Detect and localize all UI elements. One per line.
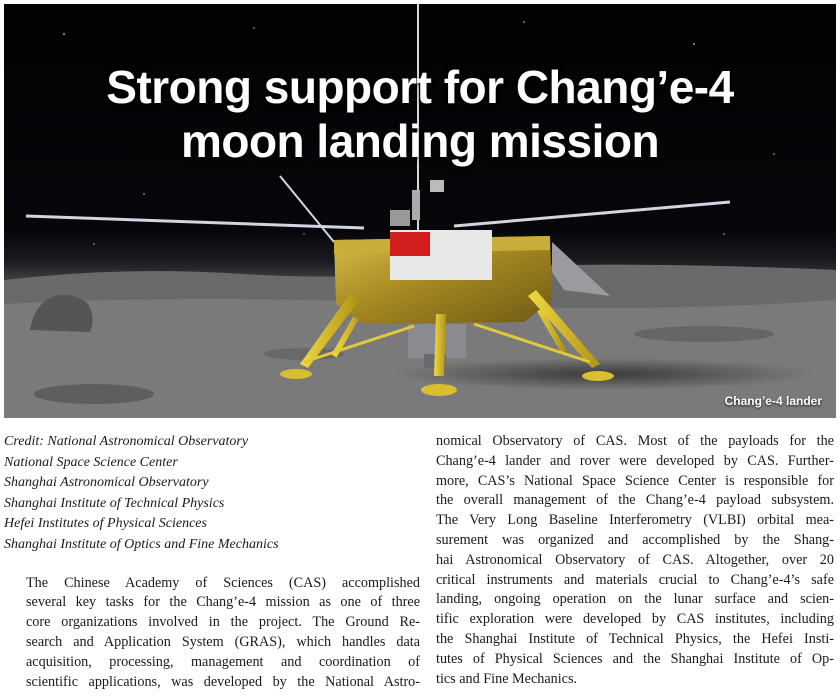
credit-line: Shanghai Institute of Technical Physics [4,495,225,511]
headline [4,60,836,168]
credit-line: Hefei Institutes of Physical Sciences [4,516,207,532]
article-line: Chang’e-4 lander and rover were developed by CAS. Further- [436,452,834,469]
credit-line: Shanghai Astronomical Observatory [4,475,209,491]
article-line: several key tasks for the Chang’e-4 mission as one of three [26,594,420,611]
article-line: The Chinese Academy of Sciences (CAS) accomplished [26,574,420,591]
article-line: core organizations involved in the project. The Ground Re- [26,614,420,631]
article-line: surement was organized and accomplished by the Shang- [436,531,834,548]
headline-line-2: moon landing mission [180,115,660,167]
article-line: the Shanghai Institute of Technical Physics, the Hefei Insti- [436,630,834,647]
article-line: scientific applications, was developed by the National Astro- [26,673,420,690]
hero-image [4,4,836,418]
flag [390,232,430,256]
right-column [436,432,834,689]
article-line: nomical Observatory of CAS. Most of the payloads for the [436,433,834,449]
headline-line-1: Strong support for Chang’e-4 [106,61,734,113]
image-caption: Chang’e-4 lander [724,394,822,408]
credit-line: Shanghai Institute of Optics and Fine Mechanics [4,536,279,552]
article-line: tutes of Physical Sciences and the Shanghai Institute of Op- [436,650,834,667]
article-paragraph-continued [436,432,834,689]
left-column [4,432,420,692]
article-line: The Very Long Baseline Interferometry (VLBI) orbital mea- [436,512,834,529]
article-line: more, CAS’s National Space Science Center is responsible for [436,472,834,489]
article-line: hai Astronomical Observatory of CAS. Altogether, over 20 [436,551,834,568]
article-line: critical instruments and materials crucial to Chang’e-4’s safe [436,571,834,588]
credit-line: National Space Science Center [4,454,178,470]
article-line: landing, ongoing operation on the lunar surface and scien- [436,591,834,608]
article-line: the overall management of the Chang’e-4 payload subsystem. [436,492,834,509]
article-line: tics and Fine Mechanics. [436,670,578,687]
image-credits [4,432,420,556]
article-line: search and Application System (GRAS), which handles data [26,633,420,650]
credit-line: Credit: National Astronomical Observatory [4,434,249,449]
article-line: tific exploration were developed by CAS institutes, including [436,611,834,628]
article-paragraph-start [4,574,420,693]
article-line: acquisition, processing, management and coordination of [26,653,420,670]
